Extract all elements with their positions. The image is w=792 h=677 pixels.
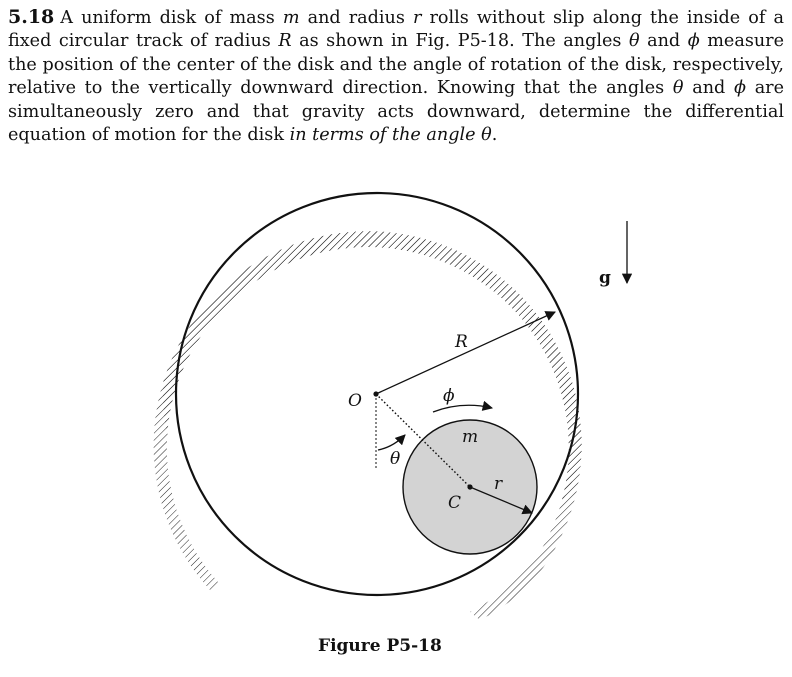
text-segment: as shown in Fig. P5-18. The angles <box>291 31 629 52</box>
text-segment: measure the position of the center of the disk and the angle of rotation of the disk, respectively, relative to the vertically downward direction. Knowing that the angles <box>8 31 785 99</box>
var-phi: ϕ <box>734 78 746 99</box>
text-segment: and <box>639 31 688 52</box>
var-R: R <box>278 31 292 52</box>
text-segment: . <box>491 125 498 146</box>
phi-rotation-arrow <box>433 405 492 412</box>
label-theta: θ <box>390 449 401 469</box>
text-segment: and <box>683 78 734 99</box>
label-m: m <box>462 427 479 447</box>
var-m: m <box>282 8 300 28</box>
label-phi: ϕ <box>443 386 455 406</box>
label-R: R <box>455 332 468 352</box>
problem-number: 5.18 <box>8 6 55 28</box>
text-segment: and radius <box>299 8 413 28</box>
radius-R-arrow <box>376 312 555 394</box>
emphasis-text: in terms of the angle θ <box>289 125 492 146</box>
theta-arc-arrow <box>378 435 405 450</box>
figure-caption: Figure P5-18 <box>318 636 442 656</box>
label-O: O <box>348 391 362 411</box>
label-g: g <box>599 268 611 288</box>
text-segment: rolls without slip along the inside of a fixed circular track of radius <box>8 8 784 52</box>
problem-statement <box>8 6 784 147</box>
label-r: r <box>494 474 503 494</box>
var-theta: θ <box>628 31 640 52</box>
var-phi: ϕ <box>687 31 700 52</box>
label-C: C <box>448 493 462 513</box>
point-O <box>373 391 378 396</box>
text-segment: are simultaneously zero and that gravity acts downward, determine the differential equation of motion for the disk <box>8 78 785 146</box>
var-theta: θ <box>672 78 684 99</box>
var-r: r <box>412 8 422 28</box>
point-C <box>467 484 472 489</box>
text-segment: A uniform disk of mass <box>60 8 283 28</box>
track-hatching <box>150 170 620 640</box>
figure-p5-18 <box>0 170 792 677</box>
